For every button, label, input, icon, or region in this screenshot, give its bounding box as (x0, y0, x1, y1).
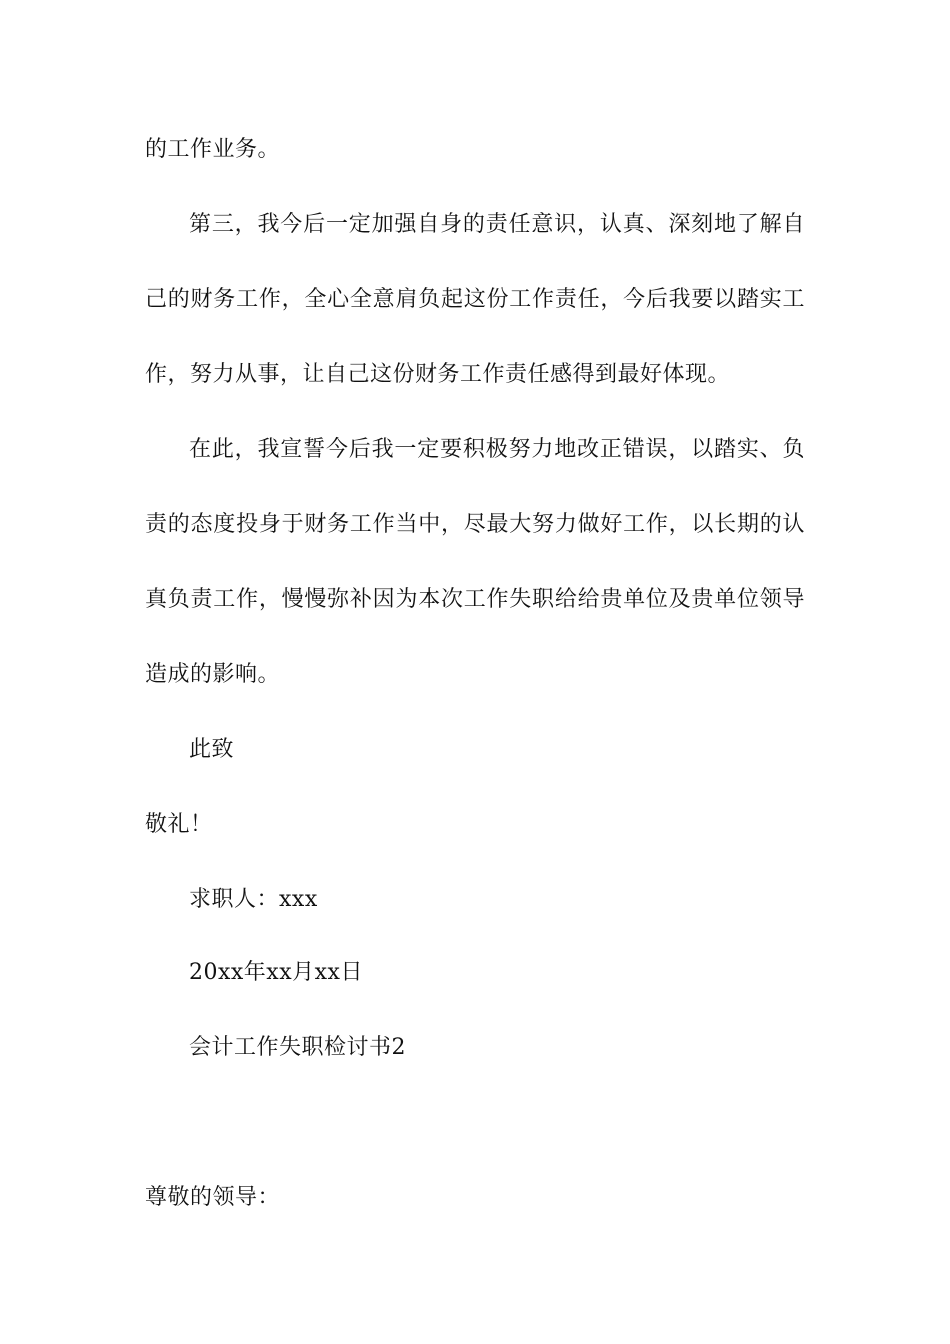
paragraph-line: 作，努力从事，让自己这份财务工作责任感得到最好体现。 (145, 362, 731, 387)
paragraph-line: 己的财务工作，全心全意肩负起这份工作责任，今后我要以踏实工 (145, 287, 805, 312)
paragraph-line: 在此，我宣誓今后我一定要积极努力地改正错误，以踏实、负 (189, 437, 805, 462)
closing-salutation: 此致 (189, 737, 235, 762)
section-title: 会计工作失职检讨书2 (189, 1035, 406, 1060)
paragraph-line: 造成的影响。 (145, 662, 281, 687)
paragraph-line: 的工作业务。 (145, 137, 281, 162)
paragraph-line: 真负责工作，慢慢弥补因为本次工作失职给给贵单位及贵单位领导 (145, 587, 805, 612)
signature-name: 求职人：xxx (189, 887, 318, 912)
signature-date: 20xx年xx月xx日 (189, 960, 363, 985)
closing-regards: 敬礼！ (145, 812, 213, 837)
paragraph-line: 第三，我今后一定加强自身的责任意识，认真、深刻地了解自 (189, 212, 805, 237)
paragraph-line: 责的态度投身于财务工作当中，尽最大努力做好工作，以长期的认 (145, 512, 805, 537)
letter-greeting: 尊敬的领导： (145, 1185, 281, 1210)
